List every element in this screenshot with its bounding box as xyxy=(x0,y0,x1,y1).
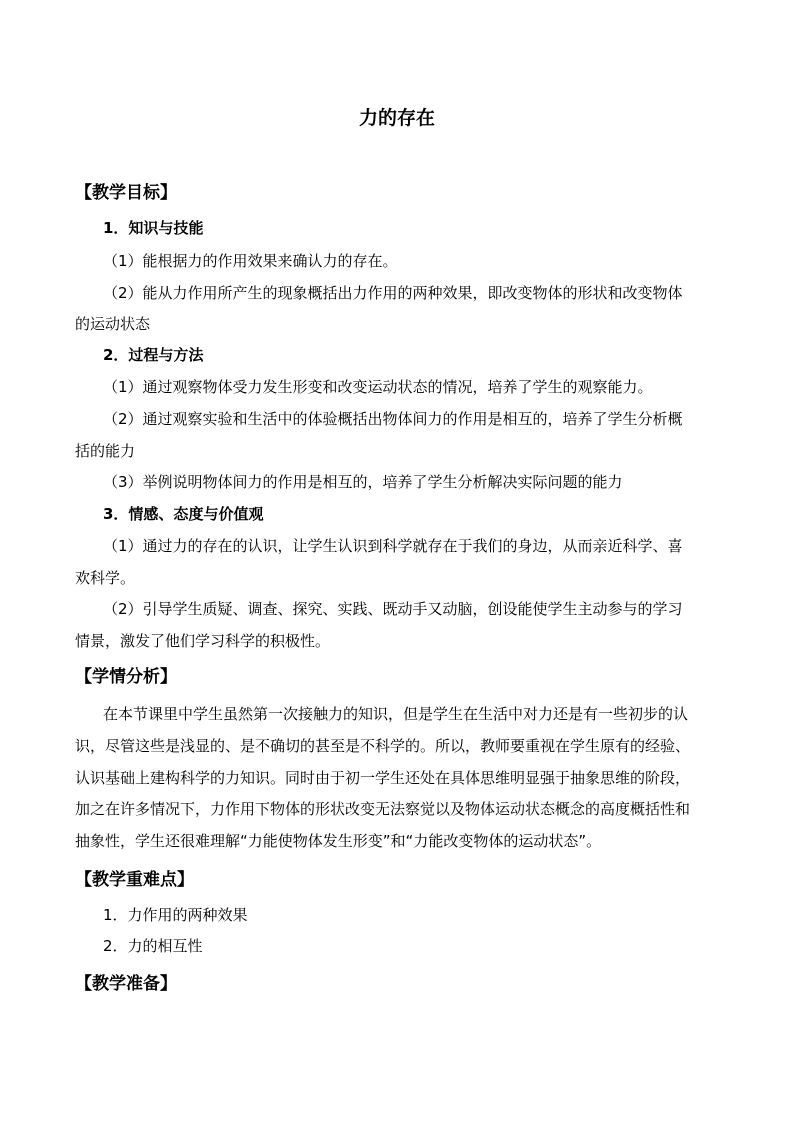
paragraph-line: 加之在许多情况下，力作用下物体的形状改变无法察觉以及物体运动状态概念的高度概括性和 xyxy=(75,800,691,818)
paragraph-line: 在本节课里中学生虽然第一次接触力的知识，但是学生在生活中对力还是有一些初步的认 xyxy=(103,705,689,723)
paragraph-line: （1）能根据力的作用效果来确认力的存在。 xyxy=(103,252,398,270)
list-item: 1．力作用的两种效果 xyxy=(103,906,248,924)
paragraph-line: （2）引导学生质疑、调查、探究、实践、既动手又动脑，创设能使学生主动参与的学习 xyxy=(103,600,683,618)
paragraph-line: 抽象性，学生还很难理解“力能使物体发生形变”和“力能改变物体的运动状态”。 xyxy=(75,832,602,850)
section-heading-objectives: 【教学目标】 xyxy=(75,183,177,203)
paragraph-line: （2）能从力作用所产生的现象概括出力作用的两种效果，即改变物体的形状和改变物体 xyxy=(103,284,683,302)
paragraph-line: 认识基础上建构科学的力知识。同时由于初一学生还处在具体思维明显强于抽象思维的阶段， xyxy=(75,769,691,787)
paragraph-line: （2）通过观察实验和生活中的体验概括出物体间力的作用是相互的，培养了学生分析概 xyxy=(103,410,683,428)
paragraph-line: 识，尽管这些是浅显的、是不确切的甚至是不科学的。所以，教师要重视在学生原有的经验、 xyxy=(75,737,691,755)
subheading-process-method: 2．过程与方法 xyxy=(103,346,204,364)
paragraph-line: 情景，激发了他们学习科学的积极性。 xyxy=(75,632,331,650)
subheading-knowledge-skills: 1．知识与技能 xyxy=(103,219,204,237)
paragraph-line: （1）通过力的存在的认识，让学生认识到科学就存在于我们的身边，从而亲近科学、喜 xyxy=(103,537,683,555)
paragraph-line: 的运动状态 xyxy=(75,315,151,333)
section-heading-preparation: 【教学准备】 xyxy=(75,974,177,994)
section-heading-keypoints: 【教学重难点】 xyxy=(75,870,194,890)
list-item: 2．力的相互性 xyxy=(103,937,203,955)
paragraph-line: 括的能力 xyxy=(75,442,136,460)
document-title: 力的存在 xyxy=(358,107,435,129)
paragraph-line: 欢科学。 xyxy=(75,569,136,587)
section-heading-analysis: 【学情分析】 xyxy=(75,667,177,687)
paragraph-line: （1）通过观察物体受力发生形变和改变运动状态的情况，培养了学生的观察能力。 xyxy=(103,378,653,396)
subheading-emotion-values: 3．情感、态度与价值观 xyxy=(103,505,264,523)
paragraph-line: （3）举例说明物体间力的作用是相互的，培养了学生分析解决实际问题的能力 xyxy=(103,473,623,491)
